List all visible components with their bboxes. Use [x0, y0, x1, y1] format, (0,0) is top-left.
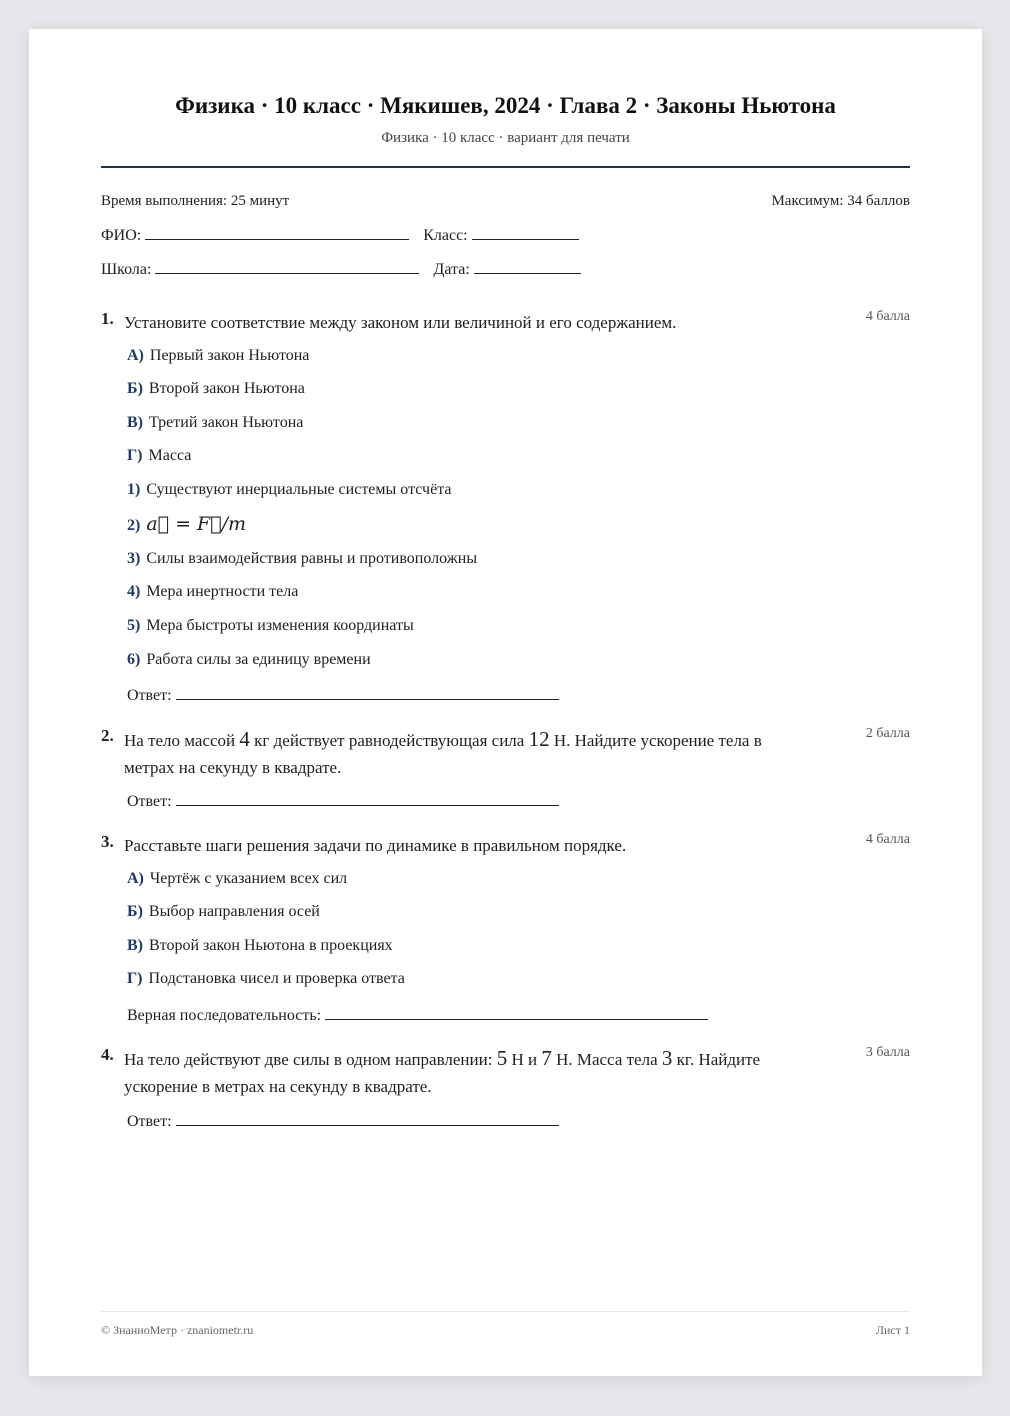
answer-line[interactable] — [176, 1111, 559, 1126]
fio-line[interactable] — [145, 225, 409, 240]
school-line[interactable] — [155, 259, 419, 274]
name-class-row — [101, 225, 579, 245]
answer-row — [127, 1005, 708, 1025]
order-item: А) Чертёж с указанием всех сил — [127, 870, 348, 887]
answer-row — [127, 685, 559, 705]
question-number: 3. — [101, 832, 114, 851]
meta-row — [101, 193, 910, 210]
question-points: 3 балла — [865, 1045, 910, 1060]
order-item: В) Второй закон Ньютона в проекциях — [127, 937, 393, 954]
answer-line[interactable] — [325, 1005, 708, 1020]
question-number: 4. — [101, 1045, 114, 1064]
header-divider — [101, 166, 910, 168]
answer-label: Ответ: — [127, 1113, 172, 1130]
match-left-item: В) Третий закон Ньютона — [127, 414, 304, 431]
answer-row — [127, 791, 559, 811]
match-left-item: Б) Второй закон Ньютона — [127, 380, 305, 397]
question-points: 4 балла — [865, 309, 910, 324]
school-date-row — [101, 259, 581, 279]
match-left-item: А) Первый закон Ньютона — [127, 347, 310, 364]
date-label: Дата: — [433, 261, 470, 278]
question-text: На тело массой 4 кг действует равнодействующая сила 12 Н. Найдите ускорение тела в метрах на секунду в квадрате. — [124, 727, 762, 777]
footer-divider — [101, 1311, 910, 1312]
question-text: Установите соответствие между законом или величиной и его содержанием. — [124, 313, 677, 332]
answer-line[interactable] — [176, 685, 559, 700]
match-right-item: 1) Существуют инерциальные системы отсчёта — [127, 481, 452, 498]
question-number: 2. — [101, 726, 114, 745]
footer — [101, 1323, 910, 1338]
worksheet-page — [29, 29, 982, 1376]
footer-copyright: © ЗнаниоМетр · znaniometr.ru — [101, 1323, 254, 1337]
question-points: 2 балла — [865, 726, 910, 741]
class-line[interactable] — [472, 225, 579, 240]
match-right-item: 3) Силы взаимодействия равны и противоположны — [127, 550, 478, 567]
sheet-number: Лист 1 — [875, 1323, 910, 1337]
question-text: Расставьте шаги решения задачи по динамике в правильном порядке. — [124, 836, 627, 855]
question-points: 4 балла — [865, 832, 910, 847]
formula: a⃗ = F⃗/m — [146, 513, 247, 535]
question-text: На тело действуют две силы в одном направлении: 5 Н и 7 Н. Масса тела 3 кг. Найдите ускорение в метрах на секунду в квадрате. — [124, 1046, 761, 1096]
answer-row — [127, 1111, 559, 1131]
match-left-item: Г) Масса — [127, 447, 192, 464]
school-label: Школа: — [101, 261, 152, 278]
answer-line[interactable] — [176, 791, 559, 806]
fio-label: ФИО: — [101, 227, 142, 244]
time-limit: Время выполнения: 25 минут — [101, 193, 290, 209]
page-title: Физика · 10 класс · Мякишев, 2024 · Глава 2 · Законы Ньютона — [175, 93, 836, 118]
order-item: Г) Подстановка чисел и проверка ответа — [127, 970, 405, 987]
page-subtitle: Физика · 10 класс · вариант для печати — [381, 130, 630, 146]
class-label: Класс: — [423, 227, 468, 244]
date-line[interactable] — [474, 259, 581, 274]
answer-label: Верная последовательность: — [127, 1007, 322, 1024]
match-right-item: 4) Мера инертности тела — [127, 583, 299, 600]
match-right-item: 5) Мера быстроты изменения координаты — [127, 617, 414, 634]
question-number: 1. — [101, 309, 114, 328]
match-right-item-formula: 2) a⃗ = F⃗/m — [127, 513, 247, 535]
order-item: Б) Выбор направления осей — [127, 903, 320, 920]
match-right-item: 6) Работа силы за единицу времени — [127, 651, 371, 668]
answer-label: Ответ: — [127, 793, 172, 810]
max-score: Максимум: 34 баллов — [771, 193, 910, 209]
answer-label: Ответ: — [127, 687, 172, 704]
